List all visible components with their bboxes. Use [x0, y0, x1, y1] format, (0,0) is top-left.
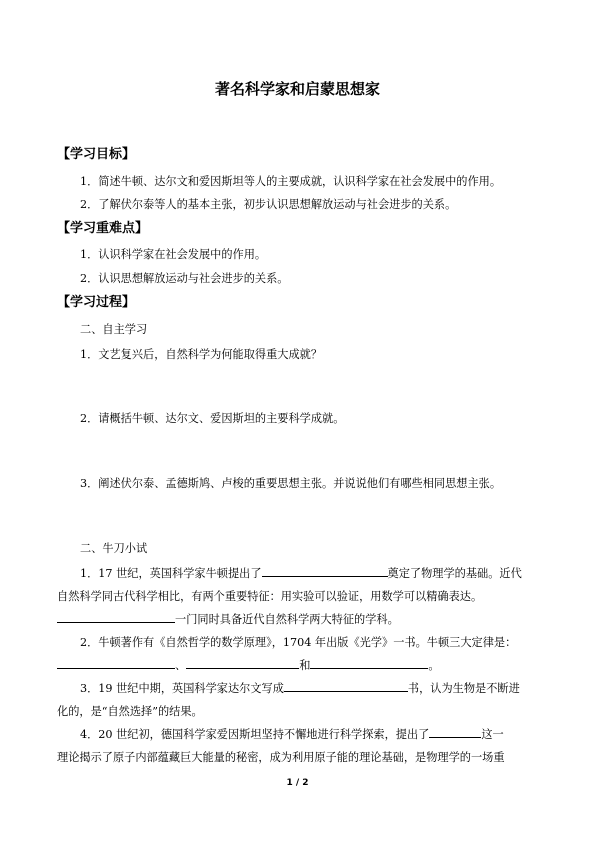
self-study-question-3: 3．阐述伏尔泰、孟德斯鸠、卢梭的重要思想主张。并说说他们有哪些相同思想主张。 — [80, 477, 502, 490]
q4-text-b: 这一 — [481, 728, 504, 741]
q3-text-a: 3．19 世纪中期，英国科学家达尔文写成 — [80, 682, 284, 695]
q3-text-b: 书，认为生物是不断进 — [407, 682, 520, 695]
self-study-question-1: 1．文艺复兴后，自然科学为何能取得重大成就？ — [80, 348, 323, 361]
q1-text-b: 奠定了物理学的基础。近代 — [387, 567, 522, 580]
goal-item-1: 1．简述牛顿、达尔文和爱因斯坦等人的主要成就，认识科学家在社会发展中的作用。 — [80, 175, 502, 188]
section-heading-key-points: 【学习重难点】 — [57, 221, 149, 236]
self-study-label: 二、自主学习 — [80, 323, 148, 336]
q2-sep-2: 和 — [299, 659, 311, 672]
q1-blank-1[interactable] — [262, 565, 388, 577]
q1-text-d: 一门同时具备近代自然科学两大特征的学科。 — [175, 613, 399, 626]
self-study-question-2: 2．请概括牛顿、达尔文、爱因斯坦的主要科学成就。 — [80, 412, 345, 425]
practice-q4-line1 — [80, 726, 504, 742]
q2-blank-1[interactable] — [57, 657, 175, 669]
q2-blank-2[interactable] — [186, 657, 299, 669]
key-point-item-2: 2．认识思想解放运动与社会进步的关系。 — [80, 272, 289, 285]
practice-q1-line1 — [80, 565, 522, 581]
key-point-item-1: 1．认识科学家在社会发展中的作用。 — [80, 248, 267, 261]
q2-sep-1: 、 — [175, 659, 187, 672]
practice-q4-line2: 理论揭示了原子内部蕴藏巨大能量的秘密，成为利用原子能的理论基础，是物理学的一场重 — [57, 751, 505, 764]
practice-q1-line3 — [57, 611, 399, 627]
q4-text-a: 4．20 世纪初，德国科学家爱因斯坦坚持不懈地进行科学探索，提出了 — [80, 728, 430, 741]
page-number: 1 / 2 — [286, 778, 309, 788]
practice-q3-line1 — [80, 680, 520, 696]
practice-q2-line1: 2．牛顿著作有《自然哲学的数学原理》，1704 年出版《光学》一书。牛顿三大定律是： — [80, 636, 517, 649]
q4-blank[interactable] — [429, 726, 481, 738]
q2-blank-3[interactable] — [310, 657, 428, 669]
q1-blank-2[interactable] — [57, 611, 175, 623]
section-heading-process: 【学习过程】 — [57, 295, 136, 310]
practice-q2-line2 — [57, 657, 440, 673]
q3-blank[interactable] — [284, 680, 408, 692]
practice-q3-line2: 化的，是“自然选择”的结果。 — [57, 705, 203, 718]
document-title: 著名科学家和启蒙思想家 — [214, 80, 380, 98]
goal-item-2: 2．了解伏尔泰等人的基本主张，初步认识思想解放运动与社会进步的关系。 — [80, 198, 457, 211]
q2-end: 。 — [428, 659, 440, 672]
practice-label: 二、牛刀小试 — [80, 542, 148, 555]
practice-q1-line2: 自然科学同古代科学相比，有两个重要特征：用实验可以验证，用数学可以精确表达。 — [57, 590, 483, 603]
section-heading-goals: 【学习目标】 — [57, 147, 136, 162]
q1-text-a: 1．17 世纪，英国科学家牛顿提出了 — [80, 567, 262, 580]
